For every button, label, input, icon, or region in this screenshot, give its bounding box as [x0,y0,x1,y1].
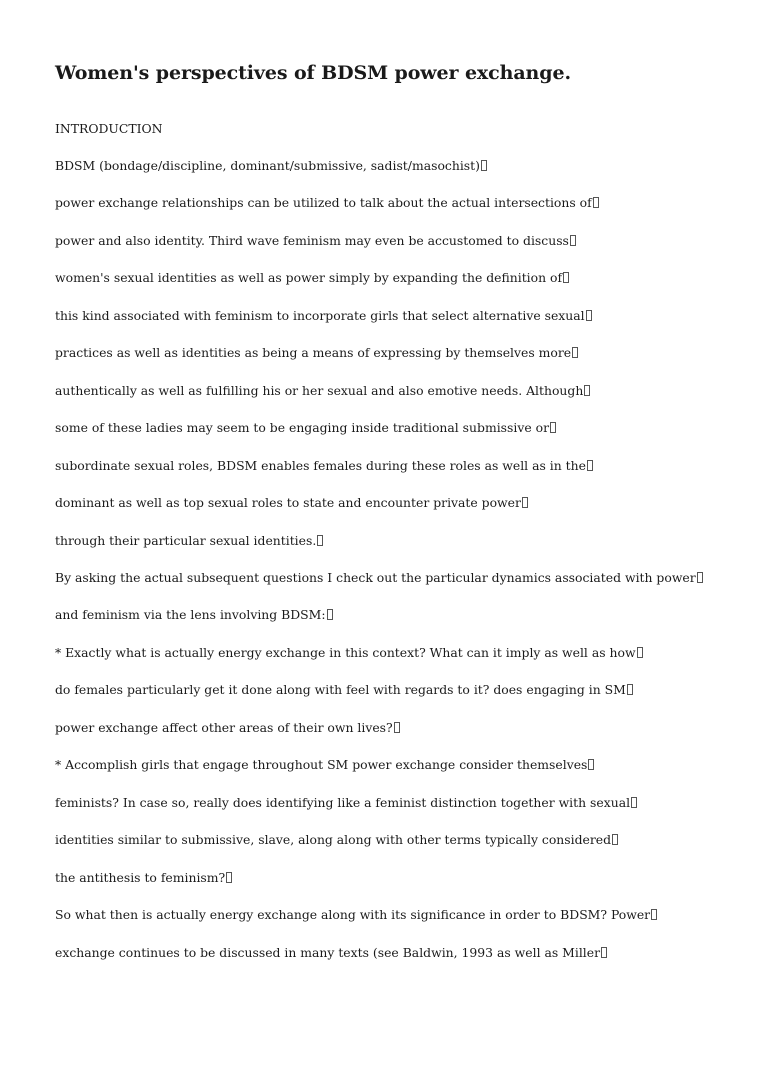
missing-glyph-icon [651,909,657,920]
missing-glyph-icon [317,535,323,546]
text-line: authentically as well as fulfilling his or her sexual and also emotive needs. Although [55,383,715,398]
text-line: and feminism via the lens involving BDSM: [55,607,715,622]
missing-glyph-icon [586,310,592,321]
text-line: the antithesis to feminism? [55,870,715,885]
text-line: power exchange affect other areas of their own lives? [55,720,715,735]
missing-glyph-icon [627,684,633,695]
missing-glyph-icon [637,647,643,658]
missing-glyph-icon [481,160,487,171]
missing-glyph-icon [587,460,593,471]
text-line: * Accomplish girls that engage throughout SM power exchange consider themselves [55,757,715,772]
text-line: through their particular sexual identities. [55,533,715,548]
text-line: women's sexual identities as well as power simply by expanding the definition of [55,270,715,285]
missing-glyph-icon [588,759,594,770]
text-line: do females particularly get it done along with feel with regards to it? does engaging in SM [55,682,715,697]
missing-glyph-icon [584,385,590,396]
text-line: subordinate sexual roles, BDSM enables females during these roles as well as in the [55,458,715,473]
missing-glyph-icon [697,572,703,583]
text-line: some of these ladies may seem to be engaging inside traditional submissive or [55,420,715,435]
text-line: * Exactly what is actually energy exchange in this context? What can it imply as well as how [55,645,715,660]
missing-glyph-icon [522,497,528,508]
text-line: So what then is actually energy exchange along with its significance in order to BDSM? Power [55,907,715,922]
text-line: practices as well as identities as being a means of expressing by themselves more [55,345,715,360]
text-line: By asking the actual subsequent questions I check out the particular dynamics associated with power [55,570,715,585]
missing-glyph-icon [563,272,569,283]
missing-glyph-icon [327,609,333,620]
text-line: power and also identity. Third wave feminism may even be accustomed to discuss [55,233,715,248]
document-page [55,58,715,982]
missing-glyph-icon [601,947,607,958]
text-line: BDSM (bondage/discipline, dominant/submissive, sadist/masochist) [55,158,715,173]
document-title: Women's perspectives of BDSM power exchange. [55,62,571,84]
missing-glyph-icon [631,797,637,808]
missing-glyph-icon [572,347,578,358]
text-line: dominant as well as top sexual roles to state and encounter private power [55,495,715,510]
missing-glyph-icon [612,834,618,845]
missing-glyph-icon [550,422,556,433]
missing-glyph-icon [226,872,232,883]
text-line: power exchange relationships can be utilized to talk about the actual intersections of [55,195,715,210]
missing-glyph-icon [394,722,400,733]
text-line: feminists? In case so, really does identifying like a feminist distinction together with sexual [55,795,715,810]
text-line: identities similar to submissive, slave, along along with other terms typically considered [55,832,715,847]
missing-glyph-icon [570,235,576,246]
text-line: this kind associated with feminism to incorporate girls that select alternative sexual [55,308,715,323]
text-line: exchange continues to be discussed in many texts (see Baldwin, 1993 as well as Miller [55,945,715,960]
section-heading: INTRODUCTION [55,121,163,136]
missing-glyph-icon [593,197,599,208]
